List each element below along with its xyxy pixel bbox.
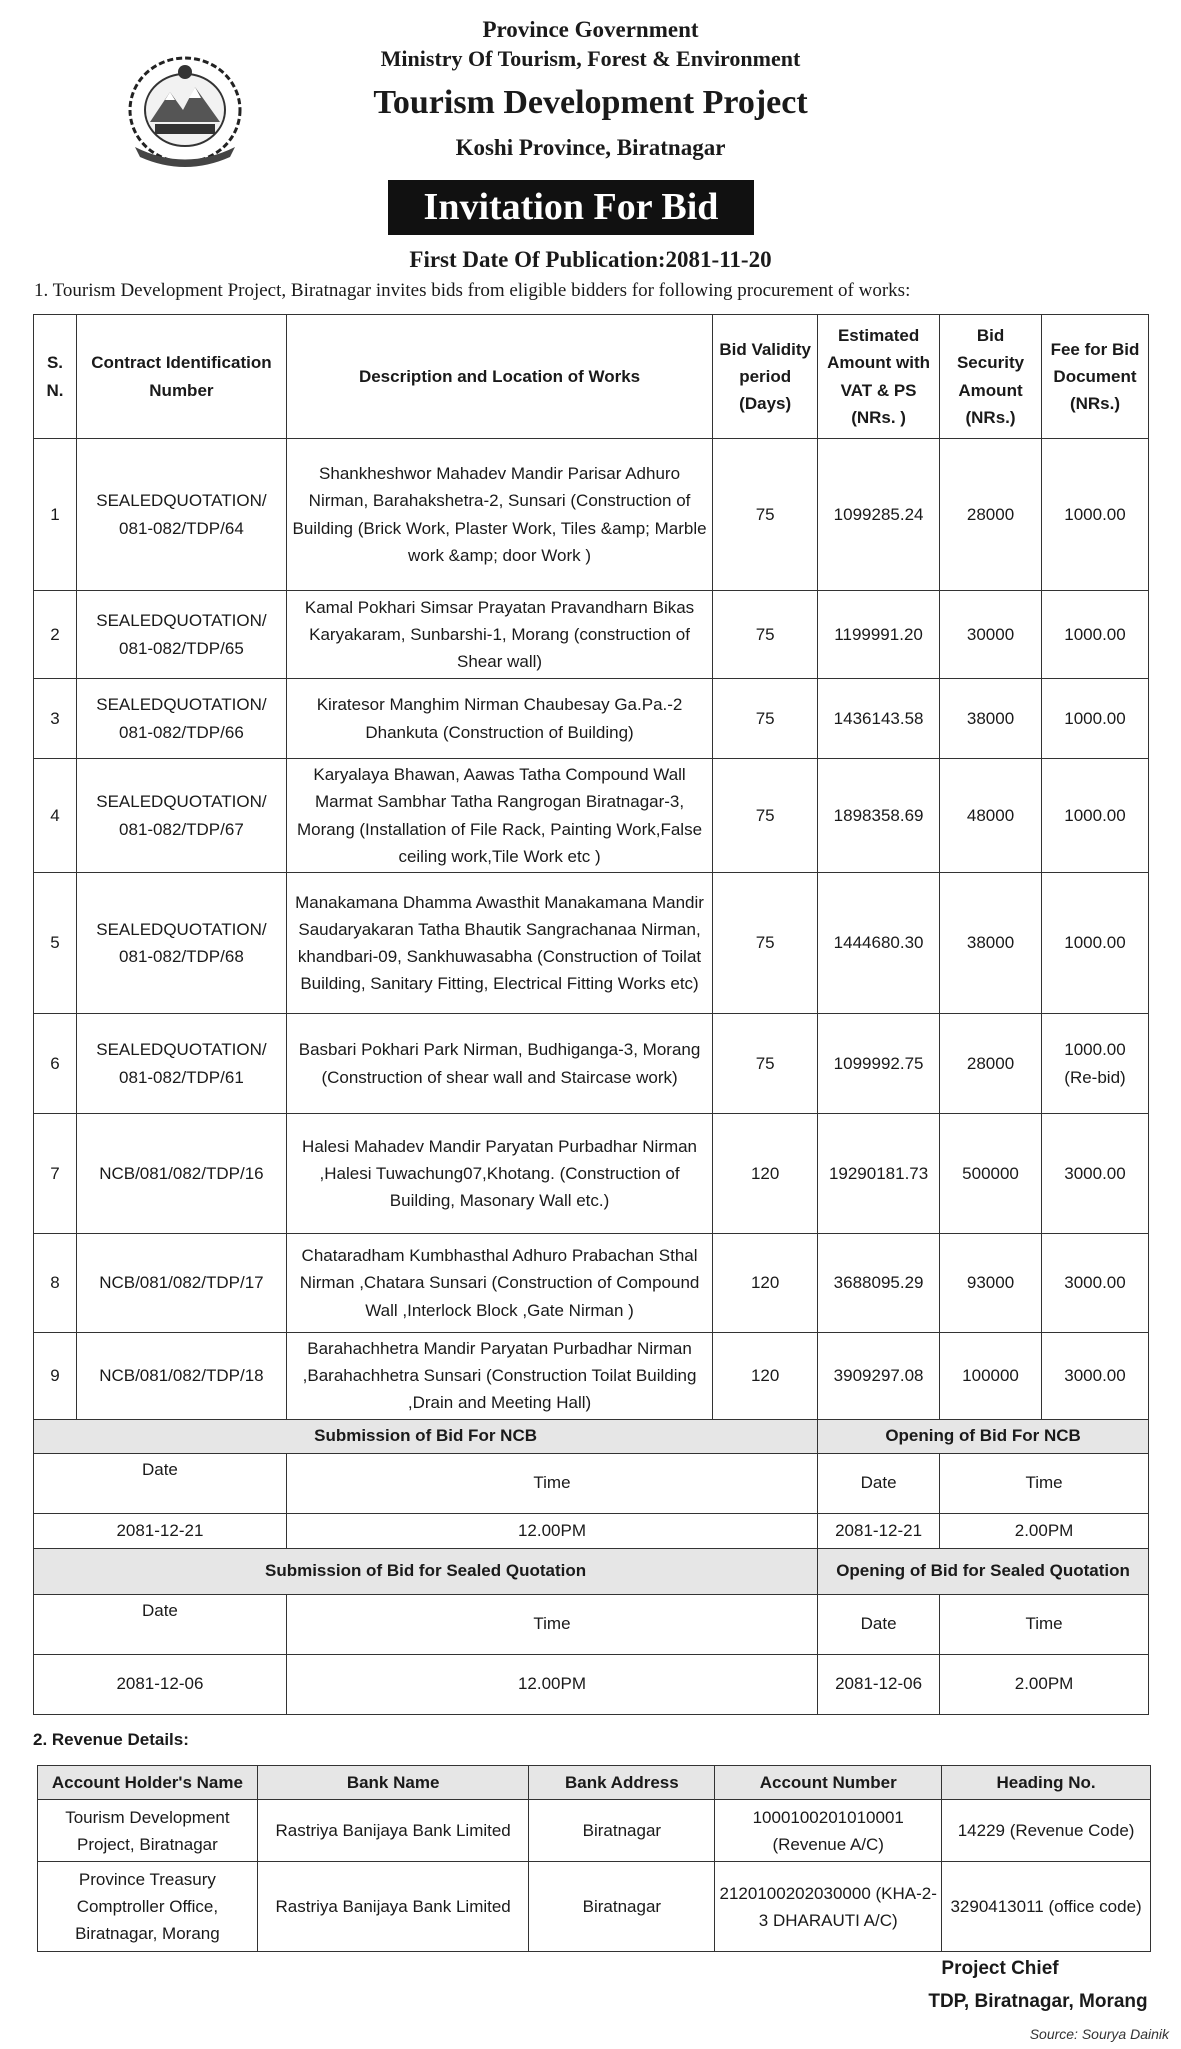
signatory-title: Project Chief: [941, 1958, 1059, 1979]
rev-address: Biratnagar: [529, 1800, 715, 1862]
row-sn: 9: [34, 1333, 77, 1420]
row-security: 48000: [940, 759, 1042, 873]
ncb-opening-time: 2.00PM: [940, 1513, 1149, 1548]
row-cid: SEALEDQUOTATION/ 081-082/TDP/61: [76, 1014, 286, 1114]
ncb-submission-heading: Submission of Bid For NCB: [34, 1419, 818, 1453]
rev-header-account: Account Number: [715, 1766, 942, 1800]
revenue-table: [37, 1765, 1151, 1952]
row-validity: 75: [713, 591, 818, 679]
row-desc: Kamal Pokhari Simsar Prayatan Pravandharn Bikas Karyakaram, Sunbarshi-1, Morang (construction of Shear wall): [286, 591, 712, 679]
table-row: [34, 679, 1149, 759]
ncb-schedule-labels: [34, 1453, 1149, 1513]
row-sn: 3: [34, 679, 77, 759]
rev-holder: Tourism Development Project, Biratnagar: [38, 1800, 258, 1862]
row-amount: 1099285.24: [818, 439, 940, 591]
date-label: Date: [34, 1453, 287, 1513]
time-label: Time: [286, 1594, 817, 1654]
sq-submission-date: 2081-12-06: [34, 1654, 287, 1714]
table-row: [34, 759, 1149, 873]
row-desc: Kiratesor Manghim Nirman Chaubesay Ga.Pa.-2 Dhankuta (Construction of Building): [286, 679, 712, 759]
notice-header: [0, 0, 1181, 250]
row-fee: 1000.00 (Re-bid): [1041, 1014, 1148, 1114]
col-header-cid: Contract Identification Number: [76, 315, 286, 439]
row-cid: NCB/081/082/TDP/18: [76, 1333, 286, 1420]
rev-bank: Rastriya Banijaya Bank Limited: [257, 1800, 529, 1862]
row-amount: 3688095.29: [818, 1234, 940, 1333]
table-row: [34, 1014, 1149, 1114]
row-validity: 120: [713, 1234, 818, 1333]
row-fee: 3000.00: [1041, 1234, 1148, 1333]
ncb-schedule-values: [34, 1513, 1149, 1548]
ncb-submission-date: 2081-12-21: [34, 1513, 287, 1548]
row-amount: 19290181.73: [818, 1114, 940, 1234]
revenue-title: 2. Revenue Details:: [33, 1730, 189, 1749]
row-desc: Shankheshwor Mahadev Mandir Parisar Adhuro Nirman, Barahakshetra-2, Sunsari (Construction of Building (Brick Work, Plaster Work, Tiles &amp; Marble work &amp; door Work ): [286, 439, 712, 591]
row-security: 38000: [940, 873, 1042, 1014]
row-sn: 5: [34, 873, 77, 1014]
sq-submission-time: 12.00PM: [286, 1654, 817, 1714]
row-cid: SEALEDQUOTATION/ 081-082/TDP/67: [76, 759, 286, 873]
rev-account: 2120100202030000 (KHA-2-3 DHARAUTI A/C): [715, 1862, 942, 1952]
sq-opening-time: 2.00PM: [940, 1654, 1149, 1714]
rev-holder: Province Treasury Comptroller Office, Biratnagar, Morang: [38, 1862, 258, 1952]
row-sn: 6: [34, 1014, 77, 1114]
rev-header-bank: Bank Name: [257, 1766, 529, 1800]
row-desc: Basbari Pokhari Park Nirman, Budhiganga-3, Morang (Construction of shear wall and Staircase work): [286, 1014, 712, 1114]
province-government: Province Government: [482, 17, 699, 42]
ncb-submission-time: 12.00PM: [286, 1513, 817, 1548]
col-header-amount: Estimated Amount with VAT & PS (NRs. ): [818, 315, 940, 439]
intro-text: 1. Tourism Development Project, Biratnagar invites bids from eligible bidders for following procurement of works:: [34, 280, 911, 301]
ncb-opening-heading: Opening of Bid For NCB: [818, 1419, 1149, 1453]
row-amount: 1436143.58: [818, 679, 940, 759]
row-sn: 8: [34, 1234, 77, 1333]
table-row: [34, 439, 1149, 591]
row-cid: SEALEDQUOTATION/ 081-082/TDP/66: [76, 679, 286, 759]
row-validity: 120: [713, 1333, 818, 1420]
row-validity: 120: [713, 1114, 818, 1234]
row-fee: 3000.00: [1041, 1333, 1148, 1420]
project-name: Tourism Development Project: [373, 84, 808, 121]
ministry-name: Ministry Of Tourism, Forest & Environment: [380, 46, 801, 71]
row-security: 28000: [940, 1014, 1042, 1114]
table-row: [34, 1234, 1149, 1333]
row-amount: 1898358.69: [818, 759, 940, 873]
row-sn: 2: [34, 591, 77, 679]
row-sn: 1: [34, 439, 77, 591]
sq-submission-heading: Submission of Bid for Sealed Quotation: [34, 1548, 818, 1594]
time-label: Time: [286, 1453, 817, 1513]
row-cid: SEALEDQUOTATION/ 081-082/TDP/65: [76, 591, 286, 679]
rev-header-address: Bank Address: [529, 1766, 715, 1800]
row-cid: NCB/081/082/TDP/16: [76, 1114, 286, 1234]
rev-header-holder: Account Holder's Name: [38, 1766, 258, 1800]
row-validity: 75: [713, 439, 818, 591]
row-validity: 75: [713, 679, 818, 759]
row-fee: 1000.00: [1041, 873, 1148, 1014]
row-security: 500000: [940, 1114, 1042, 1234]
time-label: Time: [940, 1594, 1149, 1654]
row-desc: Chataradham Kumbhasthal Adhuro Prabachan Sthal Nirman ,Chatara Sunsari (Construction of Compound Wall ,Interlock Block ,Gate Nirman ): [286, 1234, 712, 1333]
row-validity: 75: [713, 1014, 818, 1114]
rev-bank: Rastriya Banijaya Bank Limited: [257, 1862, 529, 1952]
publication-date: First Date Of Publication:2081-11-20: [409, 247, 772, 272]
row-security: 30000: [940, 591, 1042, 679]
works-table: [33, 314, 1149, 1715]
row-fee: 3000.00: [1041, 1114, 1148, 1234]
row-desc: Manakamana Dhamma Awasthit Manakamana Mandir Saudaryakaran Tatha Bhautik Sangrachanaa Nirman, khandbari-09, Sankhuwasabha (Construction of Toilat Building, Sanitary Fitting, Electrical Fitting Works etc): [286, 873, 712, 1014]
row-fee: 1000.00: [1041, 439, 1148, 591]
sq-opening-heading: Opening of Bid for Sealed Quotation: [818, 1548, 1149, 1594]
ncb-opening-date: 2081-12-21: [818, 1513, 940, 1548]
row-cid: NCB/081/082/TDP/17: [76, 1234, 286, 1333]
rev-heading: 3290413011 (office code): [942, 1862, 1151, 1952]
row-desc: Karyalaya Bhawan, Aawas Tatha Compound Wall Marmat Sambhar Tatha Rangrogan Biratnagar-3, Morang (Installation of File Rack, Painting Work,False ceiling work,Tile Work etc ): [286, 759, 712, 873]
rev-heading: 14229 (Revenue Code): [942, 1800, 1151, 1862]
date-label: Date: [34, 1594, 287, 1654]
date-label: Date: [818, 1594, 940, 1654]
source-credit: Source: Sourya Dainik: [1029, 2026, 1169, 2042]
col-header-security: Bid Security Amount (NRs.): [940, 315, 1042, 439]
row-desc: Halesi Mahadev Mandir Paryatan Purbadhar Nirman ,Halesi Tuwachung07,Khotang. (Construction of Building, Masonary Wall etc.): [286, 1114, 712, 1234]
row-desc: Barahachhetra Mandir Paryatan Purbadhar Nirman ,Barahachhetra Sunsari (Construction Toilat Building ,Drain and Meeting Hall): [286, 1333, 712, 1420]
col-header-sn: S. N.: [34, 315, 77, 439]
ncb-schedule-header: [34, 1419, 1149, 1453]
sq-schedule-labels: [34, 1594, 1149, 1654]
table-row: [34, 1333, 1149, 1420]
table-row: [34, 873, 1149, 1014]
row-cid: SEALEDQUOTATION/ 081-082/TDP/64: [76, 439, 286, 591]
table-row: [34, 591, 1149, 679]
project-location: Koshi Province, Biratnagar: [455, 135, 726, 160]
row-amount: 1444680.30: [818, 873, 940, 1014]
table-row: [38, 1862, 1151, 1952]
row-sn: 7: [34, 1114, 77, 1234]
table-row: [38, 1800, 1151, 1862]
row-validity: 75: [713, 873, 818, 1014]
rev-account: 1000100201010001 (Revenue A/C): [715, 1800, 942, 1862]
sq-schedule-values: [34, 1654, 1149, 1714]
invitation-banner: Invitation For Bid: [388, 180, 754, 235]
sq-schedule-header: [34, 1548, 1149, 1594]
rev-address: Biratnagar: [529, 1862, 715, 1952]
row-security: 93000: [940, 1234, 1042, 1333]
date-label: Date: [818, 1453, 940, 1513]
row-cid: SEALEDQUOTATION/ 081-082/TDP/68: [76, 873, 286, 1014]
col-header-fee: Fee for Bid Document (NRs.): [1041, 315, 1148, 439]
row-security: 38000: [940, 679, 1042, 759]
row-sn: 4: [34, 759, 77, 873]
row-amount: 3909297.08: [818, 1333, 940, 1420]
signatory-office: TDP, Biratnagar, Morang: [928, 1991, 1148, 2012]
col-header-desc: Description and Location of Works: [286, 315, 712, 439]
col-header-validity: Bid Validity period (Days): [713, 315, 818, 439]
row-fee: 1000.00: [1041, 591, 1148, 679]
row-validity: 75: [713, 759, 818, 873]
row-security: 28000: [940, 439, 1042, 591]
rev-header-heading: Heading No.: [942, 1766, 1151, 1800]
row-amount: 1199991.20: [818, 591, 940, 679]
row-security: 100000: [940, 1333, 1042, 1420]
time-label: Time: [940, 1453, 1149, 1513]
sq-opening-date: 2081-12-06: [818, 1654, 940, 1714]
table-row: [34, 1114, 1149, 1234]
row-fee: 1000.00: [1041, 679, 1148, 759]
row-fee: 1000.00: [1041, 759, 1148, 873]
row-amount: 1099992.75: [818, 1014, 940, 1114]
